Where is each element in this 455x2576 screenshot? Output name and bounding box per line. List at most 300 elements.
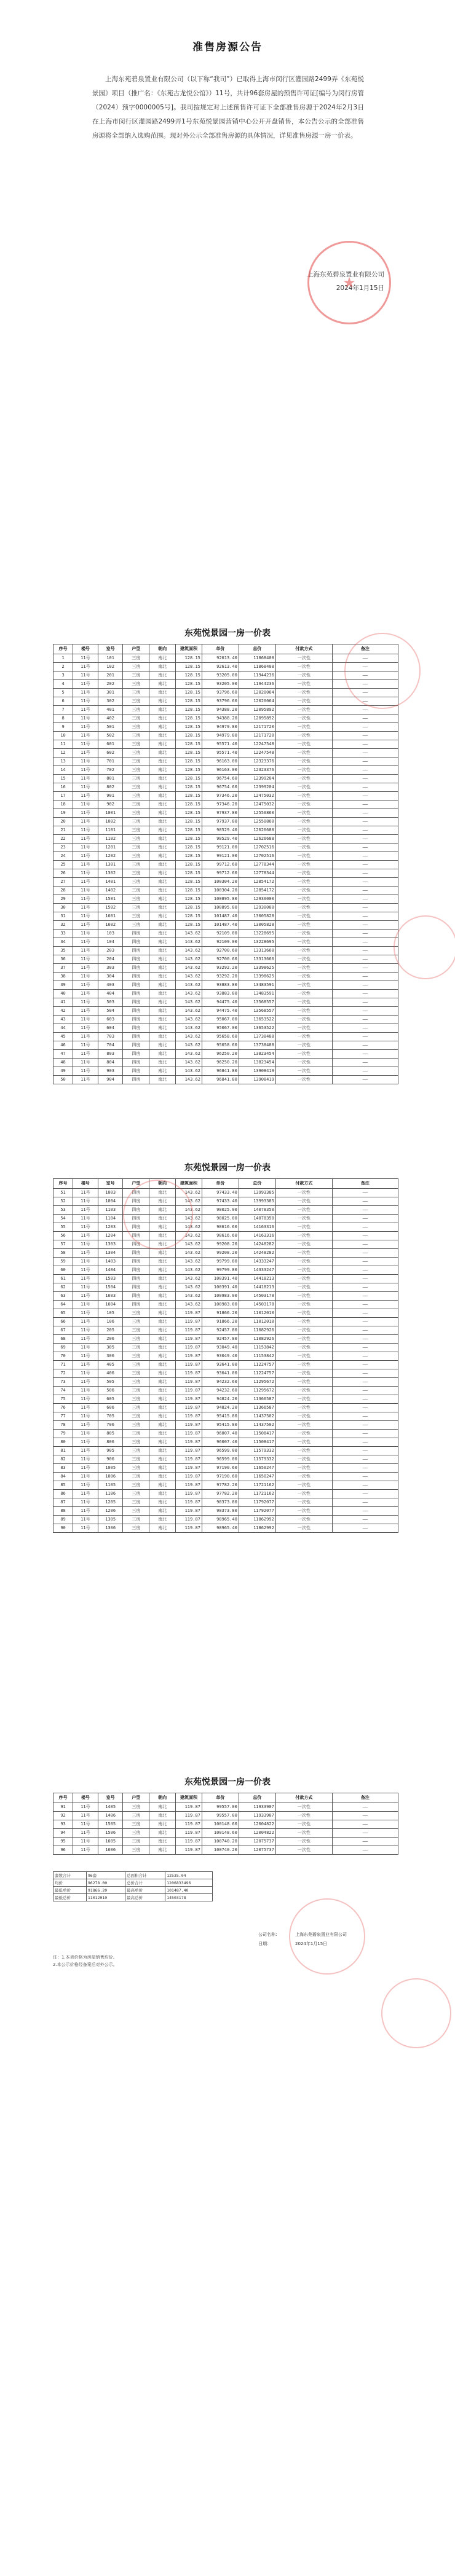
table-cell: 128.15 — [176, 912, 202, 921]
table-cell: 四房 — [123, 1292, 149, 1301]
table-row — [53, 1369, 398, 1378]
table-cell: 11933907 — [239, 1812, 275, 1820]
table-cell: 76 — [53, 1404, 73, 1412]
table-cell: 11295672 — [239, 1387, 275, 1395]
table-row — [53, 1232, 398, 1240]
table-cell: 四房 — [123, 1189, 149, 1197]
table-cell: 14503178 — [239, 1301, 275, 1309]
table-cell: 98529.40 — [202, 835, 239, 844]
table-cell: —— — [332, 887, 398, 895]
table-cell: —— — [332, 792, 398, 801]
table-cell: 12550860 — [239, 818, 275, 826]
table-cell: —— — [332, 904, 398, 912]
table-cell: 一次性 — [275, 1283, 332, 1292]
table-cell: 11号 — [73, 904, 98, 912]
table-cell: 403 — [98, 981, 123, 990]
table-cell: 三房 — [123, 1335, 149, 1344]
table-cell: 南北 — [149, 714, 176, 723]
summary-note — [53, 1954, 237, 1968]
table-cell: 南北 — [149, 861, 176, 869]
table-cell: 12095892 — [239, 714, 275, 723]
table-cell: 11号 — [73, 938, 98, 947]
table-cell: 88 — [53, 1507, 73, 1516]
table-cell: 143.62 — [176, 1301, 202, 1309]
table-cell: 一次性 — [275, 1050, 332, 1059]
note-line: 注：1.本表价格为房屋销售均价。 — [53, 1955, 117, 1960]
table-cell: 四房 — [123, 1197, 149, 1206]
table-cell: 三房 — [123, 1361, 149, 1369]
table-cell: —— — [332, 680, 398, 689]
table-cell: 11153842 — [239, 1344, 275, 1352]
table-cell: —— — [332, 758, 398, 766]
table-row — [53, 749, 398, 758]
table-cell: 13228695 — [239, 938, 275, 947]
table-cell: 三房 — [123, 835, 149, 844]
table-cell: 三房 — [123, 1846, 149, 1855]
table-cell: 1406 — [98, 1812, 123, 1820]
table-cell: 11082926 — [239, 1326, 275, 1335]
table-cell: 一次性 — [275, 990, 332, 998]
table-row — [53, 1189, 398, 1197]
table-cell: —— — [332, 1335, 398, 1344]
table-cell: 25 — [53, 861, 73, 869]
table-cell: 一次性 — [275, 749, 332, 758]
table-cell: 100895.80 — [202, 895, 239, 904]
table-cell: 南北 — [149, 1846, 176, 1855]
table-cell: 104 — [98, 938, 123, 947]
table-cell: 一次性 — [275, 1033, 332, 1041]
table-cell: —— — [332, 706, 398, 714]
table-cell: 20 — [53, 818, 73, 826]
table-cell: 98616.60 — [202, 1223, 239, 1232]
signature-company-label: 公司名称： — [258, 1932, 280, 1937]
table-cell: 10 — [53, 732, 73, 740]
table-cell: 一次性 — [275, 835, 332, 844]
table-cell: 42 — [53, 1007, 73, 1016]
table-row — [53, 1430, 398, 1438]
table-cell: 11号 — [73, 973, 98, 981]
table-row — [53, 1266, 398, 1275]
table-cell: 11号 — [73, 1352, 98, 1361]
table-cell: 11944236 — [239, 671, 275, 680]
table-cell: 13568557 — [239, 1007, 275, 1016]
table-cell: 98025.00 — [202, 1206, 239, 1215]
table-cell: 四房 — [123, 1067, 149, 1076]
table-cell: 11868408 — [239, 654, 275, 663]
table-cell: 南北 — [149, 749, 176, 758]
table-cell: 一次性 — [275, 801, 332, 809]
table-cell: 128.15 — [176, 783, 202, 792]
summary-cell: 12535.04 — [165, 1872, 213, 1879]
table-cell: 三房 — [123, 861, 149, 869]
table-cell: 14418213 — [239, 1283, 275, 1292]
summary-cell: 最低单价 — [53, 1887, 87, 1894]
table-cell: 四房 — [123, 1240, 149, 1249]
table-cell: 南北 — [149, 878, 176, 887]
table-cell: —— — [332, 1309, 398, 1318]
table-cell: 南北 — [149, 1438, 176, 1447]
table-cell: 南北 — [149, 1326, 176, 1335]
table-cell: 70 — [53, 1352, 73, 1361]
table-cell: 11号 — [73, 749, 98, 758]
seal-stamp-icon — [394, 915, 455, 979]
table-cell: —— — [332, 1516, 398, 1524]
table-row — [53, 1812, 398, 1820]
seal-stamp-icon — [344, 633, 421, 709]
table-row — [53, 1395, 398, 1404]
table-cell: 11224757 — [239, 1361, 275, 1369]
table-cell: 101 — [98, 654, 123, 663]
table-cell: 706 — [98, 1421, 123, 1430]
table-cell: 11号 — [73, 801, 98, 809]
table-cell: 一次性 — [275, 852, 332, 861]
table-cell: 三房 — [123, 844, 149, 852]
table-cell: 南北 — [149, 1076, 176, 1084]
table-cell: 37 — [53, 964, 73, 973]
table-cell: —— — [332, 1421, 398, 1430]
table-cell: 92 — [53, 1812, 73, 1820]
table-cell: 一次性 — [275, 1838, 332, 1846]
table-cell: 14333247 — [239, 1258, 275, 1266]
table-cell: 11号 — [73, 1059, 98, 1067]
table-cell: 32 — [53, 921, 73, 930]
table-cell: 128.15 — [176, 671, 202, 680]
table-cell: 南北 — [149, 1524, 176, 1533]
table-cell: 143.62 — [176, 1059, 202, 1067]
table-cell: 一次性 — [275, 998, 332, 1007]
table-cell: 一次性 — [275, 1215, 332, 1223]
table-row — [53, 1283, 398, 1292]
table-cell: 一次性 — [275, 1041, 332, 1050]
table-cell: 11号 — [73, 1024, 98, 1033]
table-cell: 101487.40 — [202, 921, 239, 930]
table-cell: 一次性 — [275, 1395, 332, 1404]
table-cell: —— — [332, 844, 398, 852]
table-cell: 53 — [53, 1206, 73, 1215]
table-cell: 11号 — [73, 1033, 98, 1041]
column-header: 室号 — [98, 1793, 123, 1803]
column-header: 序号 — [53, 1793, 73, 1803]
table-cell: 92457.80 — [202, 1335, 239, 1344]
table-cell: —— — [332, 723, 398, 732]
table-cell: 128.15 — [176, 740, 202, 749]
table-cell: 一次性 — [275, 654, 332, 663]
table-cell: 19 — [53, 809, 73, 818]
table-cell: 1303 — [98, 1240, 123, 1249]
table-cell: 一次性 — [275, 1473, 332, 1481]
table-cell: 96 — [53, 1846, 73, 1855]
table-cell: 119.87 — [176, 1829, 202, 1838]
table-cell: —— — [332, 732, 398, 740]
signature-date: 2024年1月15日 — [295, 1941, 328, 1946]
table-cell: 93796.60 — [202, 697, 239, 706]
table-cell: 三房 — [123, 783, 149, 792]
table-cell: 143.62 — [176, 1206, 202, 1215]
summary-cell: 101487.40 — [165, 1887, 213, 1894]
table-title: 东苑悦景园一房一价表 — [184, 1163, 271, 1173]
table-row — [53, 835, 398, 844]
table-cell: 97782.20 — [202, 1490, 239, 1498]
table-cell: 11号 — [73, 1335, 98, 1344]
table-cell: 11437502 — [239, 1421, 275, 1430]
table-cell: 一次性 — [275, 947, 332, 955]
table-cell: 143.62 — [176, 1197, 202, 1206]
table-cell: 12854172 — [239, 887, 275, 895]
table-cell: 7 — [53, 706, 73, 714]
table-row — [53, 1829, 398, 1838]
table-cell: 一次性 — [275, 1206, 332, 1215]
table-cell: 11号 — [73, 654, 98, 663]
table-cell: 603 — [98, 1016, 123, 1024]
column-header: 总价 — [239, 1179, 275, 1189]
table-cell: 南北 — [149, 1447, 176, 1455]
table-cell: 59 — [53, 1258, 73, 1266]
table-cell: 11号 — [73, 921, 98, 930]
table-cell: 1102 — [98, 835, 123, 844]
table-cell: 99712.60 — [202, 861, 239, 869]
table-row — [53, 947, 398, 955]
table-cell: 97190.60 — [202, 1464, 239, 1473]
table-row — [53, 1240, 398, 1249]
table-cell: 三房 — [123, 1490, 149, 1498]
table-cell: —— — [332, 1076, 398, 1084]
table-cell: 11号 — [73, 1016, 98, 1024]
table-cell: 143.62 — [176, 1076, 202, 1084]
table-cell: 95067.00 — [202, 1024, 239, 1033]
table-row — [53, 1206, 398, 1215]
table-cell: 11号 — [73, 1240, 98, 1249]
table-cell: 11号 — [73, 835, 98, 844]
table-cell: 四房 — [123, 930, 149, 938]
table-row — [53, 990, 398, 998]
column-header: 户型 — [123, 644, 149, 654]
table-cell: 11号 — [73, 990, 98, 998]
table-cell: 南北 — [149, 1016, 176, 1024]
table-cell: 一次性 — [275, 1438, 332, 1447]
table-cell: 一次性 — [275, 1016, 332, 1024]
table-cell: 一次性 — [275, 887, 332, 895]
table-row — [53, 938, 398, 947]
table-cell: 11号 — [73, 680, 98, 689]
table-cell: 南北 — [149, 826, 176, 835]
table-cell: 92109.00 — [202, 938, 239, 947]
table-cell: 四房 — [123, 1076, 149, 1084]
table-row — [53, 869, 398, 878]
table-cell: 119.87 — [176, 1430, 202, 1438]
table-row — [53, 1275, 398, 1283]
table-cell: 11号 — [73, 1820, 98, 1829]
table-cell: 33 — [53, 930, 73, 938]
table-cell: 一次性 — [275, 1846, 332, 1855]
table-cell: 三房 — [123, 740, 149, 749]
table-cell: 南北 — [149, 1292, 176, 1301]
table-cell: 南北 — [149, 1430, 176, 1438]
table-cell: 72 — [53, 1369, 73, 1378]
table-cell: 22 — [53, 835, 73, 844]
table-cell: 1606 — [98, 1846, 123, 1855]
table-cell: 南北 — [149, 766, 176, 775]
table-cell: 143.62 — [176, 990, 202, 998]
table-cell: —— — [332, 749, 398, 758]
table-cell: 119.87 — [176, 1447, 202, 1455]
table-cell: 12930000 — [239, 895, 275, 904]
table-row — [53, 1067, 398, 1076]
table-cell: 12004822 — [239, 1829, 275, 1838]
table-cell: 128.15 — [176, 895, 202, 904]
table-cell: 四房 — [123, 1223, 149, 1232]
table-cell: —— — [332, 1249, 398, 1258]
table-cell: 南北 — [149, 1820, 176, 1829]
table-cell: 12020064 — [239, 697, 275, 706]
table-row — [53, 955, 398, 964]
table-cell: 一次性 — [275, 792, 332, 801]
table-cell: 12 — [53, 749, 73, 758]
table-cell: 四房 — [123, 1266, 149, 1275]
table-cell: 三房 — [123, 1498, 149, 1507]
table-cell: 23 — [53, 844, 73, 852]
table-cell: —— — [332, 1507, 398, 1516]
price-table — [53, 1793, 398, 1855]
table-cell: 南北 — [149, 654, 176, 663]
table-cell: 四房 — [123, 981, 149, 990]
table-cell: 601 — [98, 740, 123, 749]
table-cell: 128.15 — [176, 714, 202, 723]
summary-cell: 最低总价 — [53, 1894, 87, 1901]
table-cell: —— — [332, 973, 398, 981]
table-row — [53, 861, 398, 869]
table-cell: 94824.20 — [202, 1404, 239, 1412]
table-cell: —— — [332, 1412, 398, 1421]
table-cell: 40 — [53, 990, 73, 998]
table-cell: —— — [332, 1803, 398, 1812]
table-cell: 四房 — [123, 1059, 149, 1067]
table-row — [53, 809, 398, 818]
table-cell: —— — [332, 869, 398, 878]
table-cell: 405 — [98, 1361, 123, 1369]
table-cell: 一次性 — [275, 1024, 332, 1033]
table-cell: 11号 — [73, 758, 98, 766]
table-cell: 27 — [53, 878, 73, 887]
table-cell: —— — [332, 947, 398, 955]
table-row — [53, 973, 398, 981]
table-cell: 11579332 — [239, 1455, 275, 1464]
table-cell: 1501 — [98, 895, 123, 904]
table-cell: 11号 — [73, 1266, 98, 1275]
summary-cell: 1206833496 — [165, 1879, 213, 1887]
table-cell: 南北 — [149, 1024, 176, 1033]
table-cell: 一次性 — [275, 869, 332, 878]
table-cell: 119.87 — [176, 1326, 202, 1335]
table-cell: 南北 — [149, 887, 176, 895]
table-cell: 一次性 — [275, 912, 332, 921]
table-cell: —— — [332, 697, 398, 706]
table-row — [53, 1326, 398, 1335]
table-cell: 11号 — [73, 1395, 98, 1404]
table-cell: 三房 — [123, 1481, 149, 1490]
table-cell: 一次性 — [275, 1447, 332, 1455]
table-cell: 128.15 — [176, 861, 202, 869]
table-cell: 一次性 — [275, 714, 332, 723]
column-header: 楼号 — [73, 644, 98, 654]
table-cell: 97937.80 — [202, 809, 239, 818]
seal-stamp-icon — [381, 1978, 451, 2048]
table-row — [53, 1301, 398, 1309]
table-row — [53, 766, 398, 775]
table-cell: 86 — [53, 1490, 73, 1498]
table-cell: 11号 — [73, 1223, 98, 1232]
table-cell: 101487.40 — [202, 912, 239, 921]
table-cell: 143.62 — [176, 1189, 202, 1197]
summary-cell: 总面积合计 — [125, 1872, 165, 1879]
table-cell: 12247548 — [239, 749, 275, 758]
table-cell: 119.87 — [176, 1846, 202, 1855]
table-cell: 95 — [53, 1838, 73, 1846]
table-cell: 南北 — [149, 1498, 176, 1507]
table-cell: —— — [332, 1041, 398, 1050]
table-row — [53, 1524, 398, 1533]
table-cell: 11号 — [73, 930, 98, 938]
table-cell: 一次性 — [275, 1421, 332, 1430]
table-cell: 南北 — [149, 1197, 176, 1206]
table-row — [53, 1335, 398, 1344]
table-cell: 119.87 — [176, 1490, 202, 1498]
table-cell: 100740.20 — [202, 1846, 239, 1855]
table-cell: 一次性 — [275, 1803, 332, 1812]
table-cell: 13908419 — [239, 1067, 275, 1076]
table-cell: 三房 — [123, 758, 149, 766]
table-cell: 南北 — [149, 783, 176, 792]
table-cell: 11号 — [73, 1803, 98, 1812]
table-cell: 12475032 — [239, 801, 275, 809]
table-cell: —— — [332, 1846, 398, 1855]
table-cell: 92109.00 — [202, 930, 239, 938]
table-cell: 四房 — [123, 1249, 149, 1258]
table-row — [53, 783, 398, 792]
table-cell: 49 — [53, 1067, 73, 1076]
table-cell: 402 — [98, 714, 123, 723]
table-cell: 94475.40 — [202, 998, 239, 1007]
column-header: 室号 — [98, 644, 123, 654]
table-row — [53, 1215, 398, 1223]
table-cell: —— — [332, 852, 398, 861]
table-cell: 12171720 — [239, 723, 275, 732]
table-cell: —— — [332, 1232, 398, 1240]
table-cell: 11号 — [73, 1438, 98, 1447]
table-cell: 61 — [53, 1275, 73, 1283]
table-cell: 47 — [53, 1050, 73, 1059]
table-cell: 1405 — [98, 1803, 123, 1812]
table-cell: 87 — [53, 1498, 73, 1507]
table-cell: 97937.80 — [202, 818, 239, 826]
table-row — [53, 1438, 398, 1447]
table-cell: 南北 — [149, 689, 176, 697]
table-cell: 13398625 — [239, 964, 275, 973]
table-row — [53, 1033, 398, 1041]
table-cell: 南北 — [149, 1838, 176, 1846]
table-cell: 三房 — [123, 852, 149, 861]
table-cell: 一次性 — [275, 1369, 332, 1378]
column-header: 备注 — [332, 1793, 398, 1803]
table-cell: 128.15 — [176, 826, 202, 835]
table-cell: 93049.40 — [202, 1344, 239, 1352]
table-cell: 南北 — [149, 809, 176, 818]
table-cell: 11号 — [73, 861, 98, 869]
table-cell: 16 — [53, 783, 73, 792]
table-cell: 一次性 — [275, 1076, 332, 1084]
table-cell: 119.87 — [176, 1464, 202, 1473]
table-cell: 12075737 — [239, 1846, 275, 1855]
table-cell: 11862992 — [239, 1524, 275, 1533]
